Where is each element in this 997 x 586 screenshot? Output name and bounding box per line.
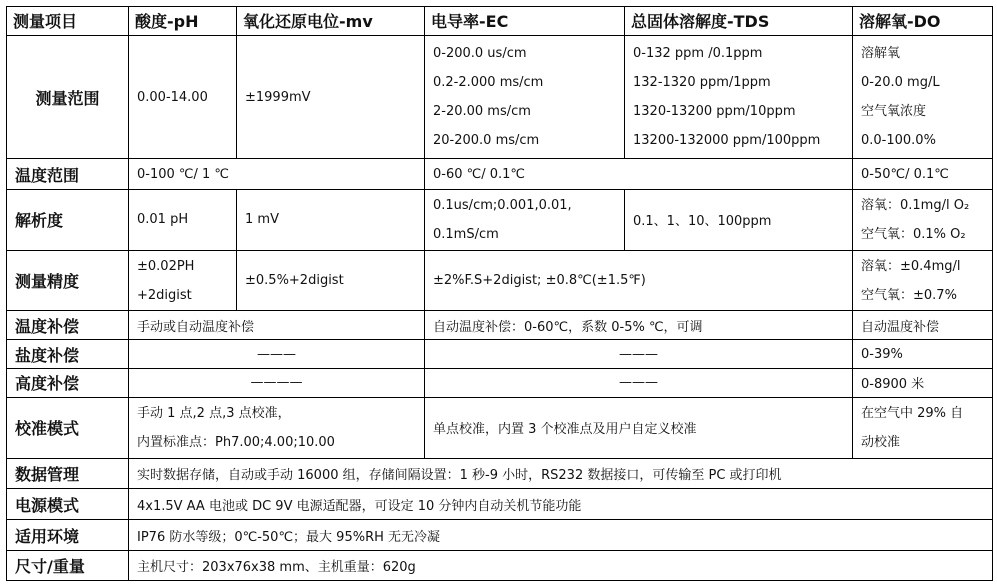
temp-range-ec-tds: 0-60 ℃/ 0.1℃ xyxy=(425,159,853,190)
range-do xyxy=(853,35,993,158)
header-row xyxy=(7,7,993,36)
table-row-environment xyxy=(7,520,993,551)
table-row-salinity-comp xyxy=(7,340,993,369)
range-ec-line: 0.2-2.000 ms/cm xyxy=(433,75,544,91)
header-orp: 氧化还原电位-mv xyxy=(237,7,425,36)
accuracy-ph-line: +2digist xyxy=(137,287,192,303)
altitude-comp-ph-orp: ———— xyxy=(129,369,425,398)
accuracy-orp: ±0.5%+2digist xyxy=(237,250,425,311)
temp-range-do: 0-50℃/ 0.1℃ xyxy=(853,159,993,190)
table-row-range xyxy=(7,35,993,158)
range-do-line: 空气氧浓度 xyxy=(861,104,927,120)
table-row-resolution xyxy=(7,190,993,251)
table-row-temp-comp xyxy=(7,311,993,340)
calibration-ph-orp-line: 手动 1 点,2 点,3 点校准， xyxy=(137,405,291,421)
resolution-do-line: 空气氧：0.1% O₂ xyxy=(861,226,966,242)
temp-comp-do: 自动温度补偿 xyxy=(853,311,993,340)
row-label-power: 电源模式 xyxy=(7,489,129,520)
range-tds-line: 0-132 ppm /0.1ppm xyxy=(633,46,763,62)
row-label-temp-range: 温度范围 xyxy=(7,159,129,190)
table-row-size-weight xyxy=(7,551,993,581)
header-tds: 总固体溶解度-TDS xyxy=(625,7,853,36)
table-row-accuracy xyxy=(7,250,993,311)
range-tds-line: 13200-132000 ppm/100ppm xyxy=(633,133,821,149)
range-ec xyxy=(425,35,625,158)
range-tds-line: 1320-13200 ppm/10ppm xyxy=(633,104,796,120)
range-ec-line: 0-200.0 us/cm xyxy=(433,46,527,62)
table-row-altitude-comp xyxy=(7,369,993,398)
row-label-size-weight: 尺寸/重量 xyxy=(7,551,129,581)
row-label-resolution: 解析度 xyxy=(7,190,129,251)
range-do-line: 0-20.0 mg/L xyxy=(861,75,940,91)
environment-value: IP76 防水等级；0℃-50℃；最大 95%RH 无无冷凝 xyxy=(129,520,993,551)
altitude-comp-do: 0-8900 米 xyxy=(853,369,993,398)
range-do-line: 0.0-100.0% xyxy=(861,133,936,149)
data-mgmt-value: 实时数据存储，自动或手动 16000 组，存储间隔设置：1 秒-9 小时，RS232 数据接口，可传输至 PC 或打印机 xyxy=(129,458,993,489)
resolution-do-line: 溶氧：0.1mg/l O₂ xyxy=(861,197,970,213)
row-label-accuracy: 测量精度 xyxy=(7,250,129,311)
spec-table xyxy=(6,6,993,581)
salinity-comp-ph-orp: ——— xyxy=(129,340,425,369)
header-ph: 酸度-pH xyxy=(129,7,237,36)
row-label-calibration: 校准模式 xyxy=(7,397,129,458)
accuracy-ec-tds: ±2%F.S+2digist; ±0.8℃(±1.5℉) xyxy=(425,250,853,311)
resolution-orp: 1 mV xyxy=(237,190,425,251)
range-do-line: 溶解氧 xyxy=(861,46,901,62)
calibration-do xyxy=(853,397,993,458)
resolution-do xyxy=(853,190,993,251)
temp-comp-ph-orp: 手动或自动温度补偿 xyxy=(129,311,425,340)
row-label-range: 测量范围 xyxy=(7,35,129,158)
range-tds-line: 132-1320 ppm/1ppm xyxy=(633,75,771,91)
temp-range-ph-orp: 0-100 ℃/ 1 ℃ xyxy=(129,159,425,190)
accuracy-do-line: 溶氧：±0.4mg/l xyxy=(861,258,961,274)
range-ph: 0.00-14.00 xyxy=(129,35,237,158)
calibration-ph-orp xyxy=(129,397,425,458)
row-label-altitude-comp: 高度补偿 xyxy=(7,369,129,398)
range-ec-line: 2-20.00 ms/cm xyxy=(433,104,531,120)
salinity-comp-do: 0-39% xyxy=(853,340,993,369)
row-label-salinity-comp: 盐度补偿 xyxy=(7,340,129,369)
row-label-environment: 适用环境 xyxy=(7,520,129,551)
row-label-data-mgmt: 数据管理 xyxy=(7,458,129,489)
table-row-data-mgmt xyxy=(7,458,993,489)
range-tds xyxy=(625,35,853,158)
resolution-ph: 0.01 pH xyxy=(129,190,237,251)
temp-comp-ec-tds: 自动温度补偿：0-60℃，系数 0-5% ℃，可调 xyxy=(425,311,853,340)
resolution-tds: 0.1、1、10、100ppm xyxy=(625,190,853,251)
calibration-ph-orp-line: 内置标准点：Ph7.00;4.00;10.00 xyxy=(137,434,335,450)
power-value: 4x1.5V AA 电池或 DC 9V 电源适配器，可设定 10 分钟内自动关机节能功能 xyxy=(129,489,993,520)
accuracy-do-line: 空气氧：±0.7% xyxy=(861,287,957,303)
salinity-comp-ec-tds: ——— xyxy=(425,340,853,369)
resolution-ec xyxy=(425,190,625,251)
calibration-do-line: 动校准 xyxy=(861,434,901,450)
resolution-ec-line: 0.1mS/cm xyxy=(433,226,499,242)
accuracy-do xyxy=(853,250,993,311)
table-row-temp-range xyxy=(7,159,993,190)
calibration-ec-tds: 单点校准，内置 3 个校准点及用户自定义校准 xyxy=(425,397,853,458)
accuracy-ph xyxy=(129,250,237,311)
size-weight-value: 主机尺寸：203x76x38 mm、主机重量：620g xyxy=(129,551,993,581)
range-orp: ±1999mV xyxy=(237,35,425,158)
table-row-calibration xyxy=(7,397,993,458)
row-label-temp-comp: 温度补偿 xyxy=(7,311,129,340)
resolution-ec-line: 0.1us/cm;0.001,0.01, xyxy=(433,197,572,213)
header-do: 溶解氧-DO xyxy=(853,7,993,36)
accuracy-ph-line: ±0.02PH xyxy=(137,258,195,274)
header-item: 测量项目 xyxy=(7,7,129,36)
altitude-comp-ec-tds: ——— xyxy=(425,369,853,398)
table-row-power xyxy=(7,489,993,520)
range-ec-line: 20-200.0 ms/cm xyxy=(433,133,540,149)
calibration-do-line: 在空气中 29% 自 xyxy=(861,405,964,421)
header-ec: 电导率-EC xyxy=(425,7,625,36)
